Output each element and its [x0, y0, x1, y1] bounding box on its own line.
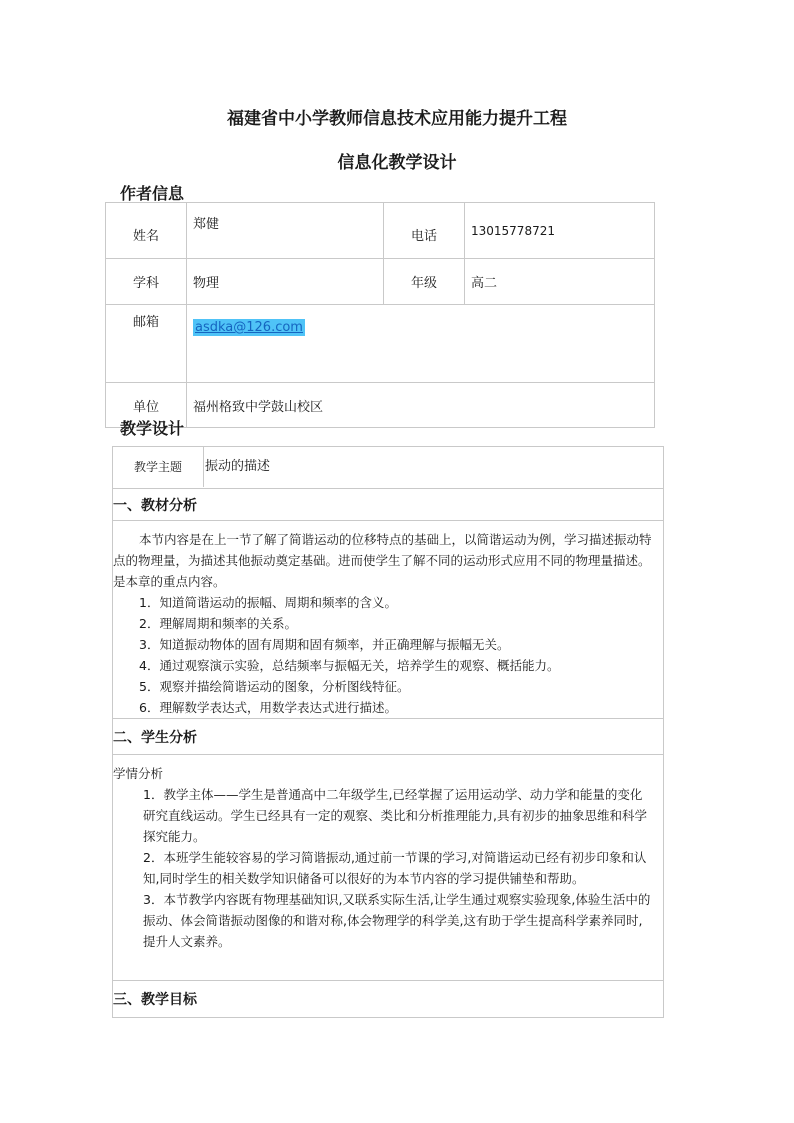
- author-info-table: [105, 202, 655, 428]
- subject-value: 物理: [187, 259, 384, 305]
- document-title: 福建省中小学教师信息技术应用能力提升工程: [227, 109, 567, 129]
- material-item: 5．观察并描绘简谐运动的图象，分析图线特征。: [139, 679, 410, 694]
- name-value: 郑健: [187, 203, 384, 259]
- name-label: 姓名: [106, 203, 187, 259]
- grade-value: 高二: [465, 259, 655, 305]
- material-item: 1．知道简谐运动的振幅、周期和频率的含义。: [139, 595, 397, 610]
- material-heading-row: [113, 489, 663, 521]
- goals-heading: 三、教学目标: [113, 992, 197, 1008]
- student-item: 1．教学主体——学生是普通高中二年级学生,已经掌握了运用运动学、动力学和能量的变化研究直线运动。学生已经具有一定的观察、类比和分析推理能力,具有初步的抽象思维和科学探究能力。: [143, 787, 647, 844]
- email-link[interactable]: asdka@126.com: [195, 320, 303, 335]
- topic-label: 教学主题: [113, 447, 204, 487]
- topic-value: 振动的描述: [205, 459, 271, 474]
- student-heading-row: [113, 719, 663, 755]
- material-heading: 一、教材分析: [113, 498, 197, 514]
- email-label: 邮箱: [106, 305, 187, 383]
- teaching-design-table: [112, 446, 664, 1018]
- student-item: 2．本班学生能较容易的学习简谐振动,通过前一节课的学习,对简谐运动已经有初步印象和认知,同时学生的相关数学知识储备可以很好的为本节内容的学习提供铺垫和帮助。: [143, 850, 647, 886]
- topic-row: [113, 447, 663, 489]
- grade-label: 年级: [384, 259, 465, 305]
- phone-label: 电话: [384, 203, 465, 259]
- material-intro: 本节内容是在上一节了解了简谐运动的位移特点的基础上，以简谐运动为例，学习描述振动特点的物理量，为描述其他振动奠定基础。进而使学生了解不同的运动形式应用不同的物理量描述。是本章的重点内容。: [113, 532, 652, 589]
- subject-label: 学科: [106, 259, 187, 305]
- material-item: 6．理解数学表达式，用数学表达式进行描述。: [139, 700, 397, 715]
- material-item: 4．通过观察演示实验，总结频率与振幅无关，培养学生的观察、概括能力。: [139, 658, 560, 673]
- student-heading: 二、学生分析: [113, 730, 197, 746]
- goals-heading-row: [113, 981, 663, 1017]
- phone-value: 13015778721: [465, 203, 655, 259]
- material-item: 2．理解周期和频率的关系。: [139, 616, 297, 631]
- material-item: 3．知道振动物体的固有周期和固有频率，并正确理解与振幅无关。: [139, 637, 510, 652]
- student-item: 3．本节教学内容既有物理基础知识,又联系实际生活,让学生通过观察实验现象,体验生活中的振动、体会简谐振动图像的和谐对称,体会物理学的科学美,这有助于学生提高科学素养同时,提升人文素养。: [143, 892, 651, 949]
- student-content-row: [113, 755, 663, 981]
- document-subtitle: 信息化教学设计: [337, 153, 457, 173]
- student-subheading: 学情分析: [113, 766, 164, 781]
- material-content-row: [113, 521, 663, 719]
- author-section-title: 作者信息: [120, 184, 185, 203]
- unit-value: 福州格致中学鼓山校区: [187, 383, 655, 428]
- design-section-title: 教学设计: [120, 419, 185, 438]
- unit-label: 单位: [106, 383, 187, 428]
